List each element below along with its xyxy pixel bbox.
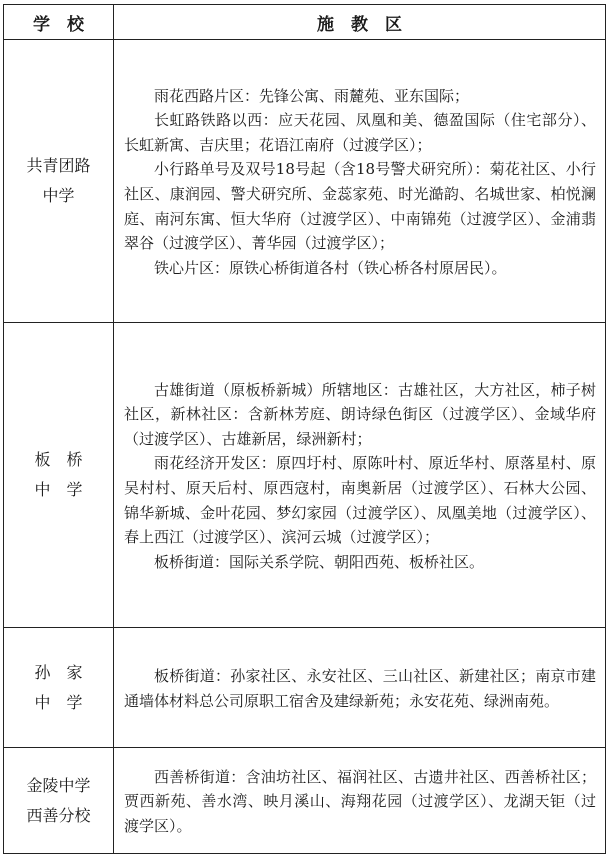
table-row	[4, 748, 606, 854]
school-name-line: 中学	[42, 186, 75, 205]
zone-paragraph: 雨花西路片区：先锋公寓、雨麓苑、亚东国际；	[154, 86, 470, 105]
zone-paragraph: 长虹路铁路以西：应天花园、凤凰和美、德盈国际（住宅部分）、长虹新寓、吉庆里；花语江南府（过渡学区）；	[124, 111, 596, 154]
school-cell	[4, 748, 114, 854]
zone-paragraph: 板桥街道：国际关系学院、朝阳西苑、板桥社区。	[154, 552, 485, 571]
school-name-line: 共青团路	[26, 156, 91, 175]
zone-cell	[114, 40, 606, 323]
school-name-line: 西善分校	[26, 805, 91, 825]
school-name-line: 孙 家	[34, 662, 83, 682]
zone-cell	[114, 748, 606, 854]
school-name-line: 金陵中学	[26, 775, 91, 795]
zone-paragraph: 西善桥街道：含油坊社区、福润社区、古遗井社区、西善桥社区；贾西新苑、善水湾、映月溪山、海翔花园（过渡学区）、龙湖天钜（过渡学区）。	[124, 767, 596, 835]
school-district-table	[3, 4, 606, 854]
school-name-line: 中 学	[34, 692, 83, 712]
zone-paragraph: 铁心片区：原铁心桥街道各村（铁心桥各村原居民）。	[154, 258, 507, 277]
school-name-line: 中 学	[34, 480, 83, 499]
header-zone: 施 教 区	[114, 5, 606, 40]
zone-paragraph: 小行路单号及双号18号起（含18号警犬研究所）：菊花社区、小行社区、康润园、警犬研究所、金蕊家苑、时光澔韵、名城世家、柏悦澜庭、南河东寓、恒大华府（过渡学区）、中南锦苑（过渡学区）、金浦翡翠谷（过渡学区）、菁华园（过渡学区）；	[124, 160, 596, 253]
zone-paragraph: 板桥街道：孙家社区、永安社区、三山社区、新建社区；南京市建通墙体材料总公司原职工宿舍及建绿新苑；永安花苑、绿洲南苑。	[124, 666, 596, 710]
zone-paragraph: 雨花经济开发区：原四圩村、原陈叶村、原近华村、原落星村、原吴村村、原天后村、原西寇村，南奥新居（过渡学区）、石林大公园、锦华新城、金叶花园、梦幻家园（过渡学区）、凤凰美地（过渡学区）、春上西江（过渡学区）、滨河云城（过渡学区）；	[124, 454, 596, 547]
zone-cell	[114, 628, 606, 748]
table-header-row	[4, 5, 606, 40]
table-row	[4, 40, 606, 323]
header-school: 学 校	[4, 5, 114, 40]
school-name-line: 板 桥	[34, 450, 83, 469]
table-row	[4, 323, 606, 628]
school-cell	[4, 40, 114, 323]
table-row	[4, 628, 606, 748]
zone-cell	[114, 323, 606, 628]
zone-paragraph: 古雄街道（原板桥新城）所辖地区：古雄社区，大方社区，柿子树社区，新林社区：含新林芳庭、朗诗绿色街区（过渡学区）、金域华府（过渡学区）、古雄新居，绿洲新村；	[124, 380, 596, 448]
school-cell	[4, 323, 114, 628]
school-cell	[4, 628, 114, 748]
